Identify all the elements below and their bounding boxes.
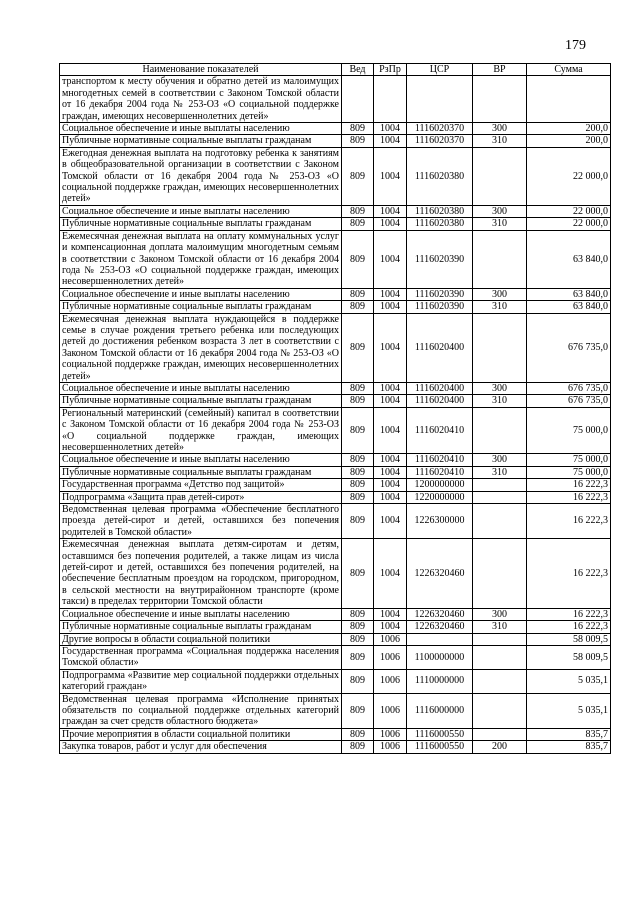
- cell-name: Публичные нормативные социальные выплаты гражданам: [60, 135, 342, 147]
- cell-vr: [473, 504, 527, 539]
- cell-rzpr: 1004: [374, 621, 407, 633]
- cell-name: Государственная программа «Социальная поддержка населения Томской области»: [60, 645, 342, 669]
- cell-vr: 300: [473, 608, 527, 620]
- cell-ved: 809: [342, 466, 374, 478]
- table-row: [60, 301, 611, 313]
- cell-ved: 809: [342, 218, 374, 230]
- cell-ved: 809: [342, 633, 374, 645]
- table-row: [60, 645, 611, 669]
- cell-vr: [473, 693, 527, 728]
- cell-vr: 310: [473, 395, 527, 407]
- cell-name: Социальное обеспечение и иные выплаты населению: [60, 288, 342, 300]
- cell-name: Ведомственная целевая программа «Обеспечение бесплатного проезда детей-сирот и детей, оставшихся без попечения родителей в Томской области»: [60, 504, 342, 539]
- cell-sum: 676 735,0: [527, 395, 611, 407]
- table-row: [60, 135, 611, 147]
- cell-ved: [342, 76, 374, 123]
- cell-ved: 809: [342, 382, 374, 394]
- cell-rzpr: 1004: [374, 407, 407, 454]
- cell-ved: 809: [342, 479, 374, 491]
- cell-sum: 835,7: [527, 741, 611, 753]
- cell-csr: 1116020390: [407, 288, 473, 300]
- cell-rzpr: 1006: [374, 633, 407, 645]
- cell-sum: 63 840,0: [527, 230, 611, 288]
- cell-name: Региональный материнский (семейный) капитал в соответствии с Законом Томской области от 16 декабря 2004 года № 253-ОЗ «О социальной поддержке граждан, имеющих несовершеннолетних детей»: [60, 407, 342, 454]
- cell-name: Ежемесячная денежная выплата детям-сиротам и детям, оставшимся без попечения родителей, а также лицам из числа детей-сирот и детей, оставшихся без попечения родителей, на обеспечение бесплатным проездом на городском, пригородном, в сельской местности на внутрирайонном транспорте (кроме такси) в пределах территории Томской области: [60, 539, 342, 608]
- table-row: [60, 454, 611, 466]
- header-csr: ЦСР: [407, 64, 473, 76]
- cell-vr: [473, 539, 527, 608]
- cell-vr: [473, 407, 527, 454]
- cell-name: транспортом к месту обучения и обратно детей из малоимущих многодетных семей в соответствии с Законом Томской области от 16 декабря 2004 года № 253-ОЗ «О социальной поддержке граждан, имеющих несовершеннолетних детей»: [60, 76, 342, 123]
- table-row: [60, 313, 611, 382]
- cell-name: Ведомственная целевая программа «Исполнение принятых обязательств по социальной поддержке отдельных категорий граждан за счет средств областного бюджета»: [60, 693, 342, 728]
- table-row: [60, 479, 611, 491]
- table-row: [60, 147, 611, 205]
- cell-csr: 1116020400: [407, 313, 473, 382]
- cell-rzpr: 1006: [374, 645, 407, 669]
- cell-rzpr: 1004: [374, 539, 407, 608]
- cell-csr: 1116000000: [407, 693, 473, 728]
- cell-name: Публичные нормативные социальные выплаты гражданам: [60, 466, 342, 478]
- page-number: 179: [565, 38, 586, 53]
- cell-csr: [407, 633, 473, 645]
- cell-rzpr: 1006: [374, 693, 407, 728]
- cell-vr: 300: [473, 454, 527, 466]
- cell-sum: 16 222,3: [527, 539, 611, 608]
- cell-csr: 1226320460: [407, 539, 473, 608]
- cell-sum: 5 035,1: [527, 693, 611, 728]
- cell-csr: 1116020400: [407, 382, 473, 394]
- cell-csr: 1116020380: [407, 147, 473, 205]
- table-row: [60, 76, 611, 123]
- cell-vr: 310: [473, 621, 527, 633]
- cell-sum: 16 222,3: [527, 608, 611, 620]
- cell-sum: 75 000,0: [527, 454, 611, 466]
- cell-vr: 300: [473, 205, 527, 217]
- cell-sum: 5 035,1: [527, 669, 611, 693]
- table-row: [60, 288, 611, 300]
- table-row: [60, 633, 611, 645]
- cell-ved: 809: [342, 288, 374, 300]
- cell-rzpr: 1004: [374, 313, 407, 382]
- cell-csr: 1116020400: [407, 395, 473, 407]
- cell-ved: 809: [342, 491, 374, 503]
- cell-ved: 809: [342, 504, 374, 539]
- table-row: [60, 395, 611, 407]
- cell-rzpr: 1004: [374, 491, 407, 503]
- cell-ved: 809: [342, 230, 374, 288]
- cell-csr: 1116000550: [407, 741, 473, 753]
- cell-sum: 63 840,0: [527, 301, 611, 313]
- table-row: [60, 608, 611, 620]
- cell-name: Социальное обеспечение и иные выплаты населению: [60, 608, 342, 620]
- cell-rzpr: 1004: [374, 466, 407, 478]
- table-row: [60, 741, 611, 753]
- table-body: [60, 76, 611, 753]
- cell-vr: [473, 479, 527, 491]
- cell-csr: 1100000000: [407, 645, 473, 669]
- header-sum: Сумма: [527, 64, 611, 76]
- cell-rzpr: 1004: [374, 382, 407, 394]
- header-rzpr: РзПр: [374, 64, 407, 76]
- cell-sum: 58 009,5: [527, 633, 611, 645]
- cell-sum: 835,7: [527, 728, 611, 740]
- cell-vr: 310: [473, 466, 527, 478]
- cell-vr: [473, 313, 527, 382]
- cell-csr: 1110000000: [407, 669, 473, 693]
- header-name: Наименование показателей: [60, 64, 342, 76]
- cell-csr: 1116020380: [407, 205, 473, 217]
- cell-name: Ежемесячная денежная выплата на оплату коммунальных услуг и компенсационная доплата малоимущим многодетным семьям в соответствии с Законом Томской области от 16 декабря 2004 года № 253-ОЗ «О социальной поддержке граждан, имеющих несовершеннолетних детей»: [60, 230, 342, 288]
- cell-sum: 63 840,0: [527, 288, 611, 300]
- cell-name: Социальное обеспечение и иные выплаты населению: [60, 454, 342, 466]
- cell-sum: 676 735,0: [527, 313, 611, 382]
- budget-table: [59, 63, 611, 754]
- cell-sum: 16 222,3: [527, 621, 611, 633]
- table-header-row: [60, 64, 611, 76]
- cell-name: Ежегодная денежная выплата на подготовку ребенка к занятиям в общеобразовательной организации в соответствии с Законом Томской области от 16 декабря 2004 года № 253-ОЗ «О социальной поддержке граждан, имеющих несовершеннолетних детей»: [60, 147, 342, 205]
- cell-vr: [473, 491, 527, 503]
- cell-name: Публичные нормативные социальные выплаты гражданам: [60, 395, 342, 407]
- cell-csr: 1200000000: [407, 479, 473, 491]
- cell-csr: 1116020390: [407, 301, 473, 313]
- table-row: [60, 205, 611, 217]
- table-row: [60, 466, 611, 478]
- cell-csr: 1116020370: [407, 123, 473, 135]
- cell-vr: 300: [473, 382, 527, 394]
- cell-rzpr: 1004: [374, 479, 407, 491]
- cell-csr: 1116000550: [407, 728, 473, 740]
- table-row: [60, 621, 611, 633]
- cell-ved: 809: [342, 301, 374, 313]
- cell-sum: 75 000,0: [527, 407, 611, 454]
- table-row: [60, 491, 611, 503]
- cell-csr: [407, 76, 473, 123]
- cell-sum: 16 222,3: [527, 504, 611, 539]
- cell-name: Социальное обеспечение и иные выплаты населению: [60, 123, 342, 135]
- cell-name: Государственная программа «Детство под защитой»: [60, 479, 342, 491]
- cell-ved: 809: [342, 454, 374, 466]
- cell-rzpr: 1004: [374, 395, 407, 407]
- cell-rzpr: 1004: [374, 218, 407, 230]
- cell-name: Публичные нормативные социальные выплаты гражданам: [60, 621, 342, 633]
- table-row: [60, 728, 611, 740]
- cell-rzpr: 1006: [374, 741, 407, 753]
- cell-ved: 809: [342, 147, 374, 205]
- cell-name: Другие вопросы в области социальной политики: [60, 633, 342, 645]
- table-row: [60, 123, 611, 135]
- cell-rzpr: 1006: [374, 728, 407, 740]
- cell-csr: 1116020370: [407, 135, 473, 147]
- cell-csr: 1116020380: [407, 218, 473, 230]
- table-row: [60, 669, 611, 693]
- cell-sum: 200,0: [527, 135, 611, 147]
- cell-rzpr: 1004: [374, 147, 407, 205]
- cell-rzpr: 1004: [374, 288, 407, 300]
- cell-vr: [473, 147, 527, 205]
- cell-name: Подпрограмма «Развитие мер социальной поддержки отдельных категорий граждан»: [60, 669, 342, 693]
- cell-name: Ежемесячная денежная выплата нуждающейся в поддержке семье в случае рождения третьего ребенка или последующих детей до достижения ребенком возраста 3 лет в соответствии с Законом Томской области от 16 декабря 2004 года № 253-ОЗ «О социальной поддержке граждан, имеющих несовершеннолетних детей»: [60, 313, 342, 382]
- table-row: [60, 230, 611, 288]
- cell-csr: 1116020390: [407, 230, 473, 288]
- cell-vr: [473, 76, 527, 123]
- cell-sum: 200,0: [527, 123, 611, 135]
- cell-vr: 300: [473, 123, 527, 135]
- cell-vr: [473, 669, 527, 693]
- cell-rzpr: 1004: [374, 301, 407, 313]
- table-row: [60, 218, 611, 230]
- cell-sum: 16 222,3: [527, 479, 611, 491]
- cell-vr: [473, 728, 527, 740]
- cell-ved: 809: [342, 205, 374, 217]
- cell-ved: 809: [342, 135, 374, 147]
- cell-csr: 1116020410: [407, 454, 473, 466]
- cell-ved: 809: [342, 669, 374, 693]
- cell-ved: 809: [342, 608, 374, 620]
- cell-rzpr: 1004: [374, 205, 407, 217]
- cell-vr: [473, 645, 527, 669]
- cell-name: Социальное обеспечение и иные выплаты населению: [60, 382, 342, 394]
- cell-ved: 809: [342, 693, 374, 728]
- cell-vr: 310: [473, 301, 527, 313]
- cell-name: Публичные нормативные социальные выплаты гражданам: [60, 301, 342, 313]
- cell-vr: 200: [473, 741, 527, 753]
- table-row: [60, 693, 611, 728]
- cell-ved: 809: [342, 645, 374, 669]
- cell-ved: 809: [342, 407, 374, 454]
- cell-name: Закупка товаров, работ и услуг для обеспечения: [60, 741, 342, 753]
- cell-sum: 676 735,0: [527, 382, 611, 394]
- table-row: [60, 382, 611, 394]
- cell-sum: 16 222,3: [527, 491, 611, 503]
- cell-name: Прочие мероприятия в области социальной политики: [60, 728, 342, 740]
- cell-rzpr: 1004: [374, 454, 407, 466]
- cell-csr: 1116020410: [407, 407, 473, 454]
- cell-vr: 310: [473, 218, 527, 230]
- cell-ved: 809: [342, 728, 374, 740]
- cell-name: Подпрограмма «Защита прав детей-сирот»: [60, 491, 342, 503]
- cell-name: Публичные нормативные социальные выплаты гражданам: [60, 218, 342, 230]
- cell-vr: [473, 633, 527, 645]
- cell-name: Социальное обеспечение и иные выплаты населению: [60, 205, 342, 217]
- cell-csr: 1116020410: [407, 466, 473, 478]
- cell-vr: 300: [473, 288, 527, 300]
- cell-rzpr: 1004: [374, 123, 407, 135]
- table-row: [60, 407, 611, 454]
- cell-sum: [527, 76, 611, 123]
- header-vr: ВР: [473, 64, 527, 76]
- table-row: [60, 504, 611, 539]
- cell-csr: 1220000000: [407, 491, 473, 503]
- cell-ved: 809: [342, 621, 374, 633]
- cell-rzpr: 1004: [374, 230, 407, 288]
- cell-sum: 58 009,5: [527, 645, 611, 669]
- cell-csr: 1226300000: [407, 504, 473, 539]
- cell-vr: [473, 230, 527, 288]
- cell-rzpr: 1004: [374, 608, 407, 620]
- cell-csr: 1226320460: [407, 621, 473, 633]
- table-row: [60, 539, 611, 608]
- cell-csr: 1226320460: [407, 608, 473, 620]
- cell-sum: 22 000,0: [527, 147, 611, 205]
- cell-sum: 22 000,0: [527, 218, 611, 230]
- cell-ved: 809: [342, 123, 374, 135]
- cell-ved: 809: [342, 313, 374, 382]
- cell-rzpr: 1004: [374, 504, 407, 539]
- cell-ved: 809: [342, 395, 374, 407]
- header-ved: Вед: [342, 64, 374, 76]
- cell-ved: 809: [342, 741, 374, 753]
- cell-rzpr: 1006: [374, 669, 407, 693]
- cell-vr: 310: [473, 135, 527, 147]
- cell-rzpr: 1004: [374, 135, 407, 147]
- cell-rzpr: [374, 76, 407, 123]
- cell-sum: 75 000,0: [527, 466, 611, 478]
- cell-ved: 809: [342, 539, 374, 608]
- cell-sum: 22 000,0: [527, 205, 611, 217]
